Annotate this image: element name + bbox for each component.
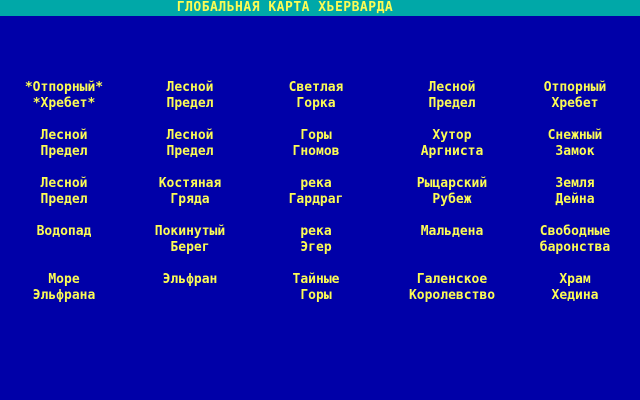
location-lesnoy-predel[interactable] bbox=[0, 128, 128, 160]
location-svetlaya-gorka[interactable] bbox=[252, 80, 380, 112]
location-more-elfrana[interactable] bbox=[0, 272, 128, 304]
location-name-line2: Предел bbox=[166, 96, 214, 111]
location-name-line1: Храм bbox=[559, 272, 591, 287]
location-name-line1: Покинутый bbox=[154, 224, 226, 239]
location-galenskoe-korolevstvo[interactable] bbox=[388, 272, 516, 304]
location-gory-gnomov[interactable] bbox=[252, 128, 380, 160]
location-name-line1: Рыцарский bbox=[416, 176, 488, 191]
location-name-line2: Гряда bbox=[170, 192, 210, 207]
location-hram-hedina[interactable] bbox=[511, 272, 639, 304]
location-name-line1: Хутор bbox=[432, 128, 472, 143]
location-rytsarsky-rubezh[interactable] bbox=[388, 176, 516, 208]
location-name-line2: *Хребет* bbox=[32, 96, 96, 111]
location-name-line2: Эгер bbox=[300, 240, 332, 255]
map-row-3 bbox=[0, 176, 640, 224]
location-name-line1: река bbox=[300, 176, 332, 191]
location-name-line2: Дейна bbox=[555, 192, 595, 207]
location-name-line1: Светлая bbox=[288, 80, 344, 95]
location-name-line2 bbox=[126, 288, 254, 304]
location-name-line2 bbox=[388, 240, 516, 256]
map-title: ГЛОБАЛЬНАЯ КАРТА ХЬЕРВАРДА bbox=[176, 0, 394, 15]
location-name-line2: Берег bbox=[170, 240, 210, 255]
location-name-line1: Тайные bbox=[292, 272, 340, 287]
location-name-line2: Предел bbox=[166, 144, 214, 159]
map-row-2 bbox=[0, 128, 640, 176]
location-snezhny-zamok[interactable] bbox=[511, 128, 639, 160]
location-name-line1: Лесной bbox=[166, 80, 214, 95]
location-pokinuty-bereg[interactable] bbox=[126, 224, 254, 256]
location-name-line2: Предел bbox=[428, 96, 476, 111]
location-name-line1: Лесной bbox=[40, 176, 88, 191]
location-name-line1: Лесной bbox=[428, 80, 476, 95]
location-name-line1: Эльфран bbox=[162, 272, 218, 287]
location-name-line2: Королевство bbox=[408, 288, 496, 303]
location-name-line2: баронства bbox=[539, 240, 611, 255]
location-svobodnye-baronstva[interactable] bbox=[511, 224, 639, 256]
map-row-5 bbox=[0, 272, 640, 320]
location-name-line1: *Отпорный* bbox=[24, 80, 104, 95]
location-name-line1: Костяная bbox=[158, 176, 222, 191]
location-name-line1: Земля bbox=[555, 176, 595, 191]
location-name-line2: Хедина bbox=[551, 288, 599, 303]
location-name-line1: Лесной bbox=[166, 128, 214, 143]
location-name-line2: Предел bbox=[40, 144, 88, 159]
location-reka-gardrag[interactable] bbox=[252, 176, 380, 208]
location-name-line2: Эльфрана bbox=[32, 288, 96, 303]
location-lesnoy-predel[interactable] bbox=[126, 80, 254, 112]
location-name-line2: Хребет bbox=[551, 96, 599, 111]
location-otporny-hrebet[interactable] bbox=[511, 80, 639, 112]
location-name-line2: Предел bbox=[40, 192, 88, 207]
location-name-line1: река bbox=[300, 224, 332, 239]
location-lesnoy-predel[interactable] bbox=[126, 128, 254, 160]
location-maldena[interactable] bbox=[388, 224, 516, 256]
location-lesnoy-predel[interactable] bbox=[388, 80, 516, 112]
location-name-line1: Водопад bbox=[36, 224, 92, 239]
location-name-line2: Гардраг bbox=[288, 192, 344, 207]
location-hutor-argnista[interactable] bbox=[388, 128, 516, 160]
location-name-line1: Снежный bbox=[547, 128, 603, 143]
location-zemlya-deyna[interactable] bbox=[511, 176, 639, 208]
world-map-grid bbox=[0, 80, 640, 320]
location-name-line1: Горы bbox=[300, 128, 332, 143]
location-kostyanaya-gryada[interactable] bbox=[126, 176, 254, 208]
location-name-line2: Замок bbox=[555, 144, 595, 159]
location-name-line2: Гномов bbox=[292, 144, 340, 159]
map-row-1 bbox=[0, 80, 640, 128]
location-lesnoy-predel[interactable] bbox=[0, 176, 128, 208]
location-name-line1: Отпорный bbox=[543, 80, 607, 95]
location-otporny-hrebet-selected[interactable] bbox=[0, 80, 128, 112]
location-name-line2: Аргниста bbox=[420, 144, 484, 159]
location-name-line2: Горы bbox=[300, 288, 332, 303]
location-name-line1: Море bbox=[48, 272, 80, 287]
location-name-line1: Галенское bbox=[416, 272, 488, 287]
map-row-4 bbox=[0, 224, 640, 272]
location-taynye-gory[interactable] bbox=[252, 272, 380, 304]
location-name-line1: Мальдена bbox=[420, 224, 484, 239]
location-name-line2: Горка bbox=[296, 96, 336, 111]
location-name-line1: Лесной bbox=[40, 128, 88, 143]
location-elfran[interactable] bbox=[126, 272, 254, 304]
location-vodopad[interactable] bbox=[0, 224, 128, 256]
location-reka-eger[interactable] bbox=[252, 224, 380, 256]
location-name-line1: Свободные bbox=[539, 224, 611, 239]
location-name-line2 bbox=[0, 240, 128, 256]
location-name-line2: Рубеж bbox=[432, 192, 472, 207]
